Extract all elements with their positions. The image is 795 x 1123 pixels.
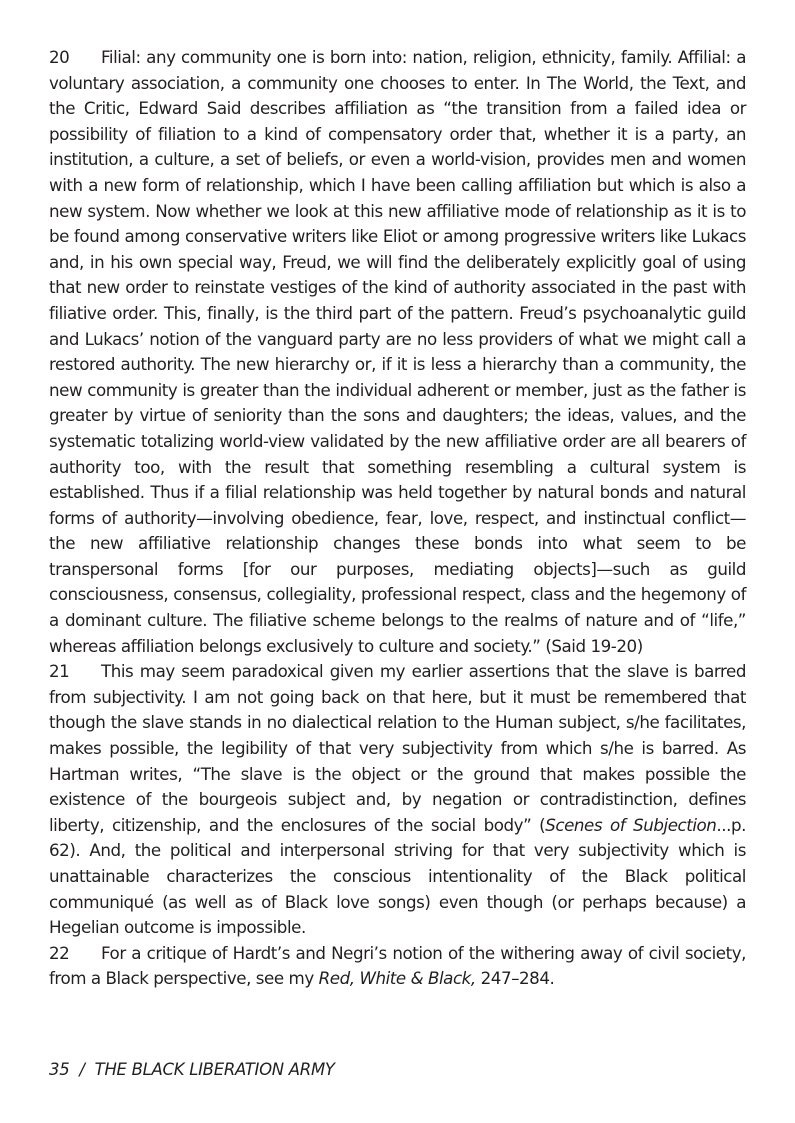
footnote-number: 20 xyxy=(49,47,70,67)
footnote-text: For a critique of Hardt’s and Negri’s notion of the withering away of civil society, from a Black perspective, see my xyxy=(49,942,746,989)
page-footer xyxy=(49,1060,335,1079)
footnote-text: 247–284. xyxy=(475,968,555,989)
footnote-text: ...p. 62). And, the political and interpersonal striving for that very subjectivity which is unattainable characterizes the conscious intentionality of the Black political communiqué (as well as of Black love songs) even though (or perhaps because) a Hegelian outcome is impossible. xyxy=(49,814,746,938)
footnotes-page xyxy=(49,45,746,992)
footnote-22 xyxy=(49,941,746,992)
footnote-text: Filial: any community one is born into: nation, religion, ethnicity, family. Affilial: a voluntary association, a community one chooses to enter. In The World, the Text, and the Critic, Edward Said describes affiliation as “the transition from a failed idea or possibility of filiation to a kind of compensatory order that, whether it is a party, an institution, a culture, a set of beliefs, or even a world-vision, provides men and women with a new form of relationship, which I have been calling affiliation but which is also a new system. Now whether we look at this new affiliative mode of relationship as it is to be found among conservative writers like Eliot or among progressive writers like Lukacs and, in his own special way, Freud, we will find the deliberately explicitly goal of using that new order to reinstate vestiges of the kind of authority associated in the past with filiative order. This, finally, is the third part of the pattern. Freud’s psychoanalytic guild and Lukacs’ notion of the vanguard party are no less providers of what we might call a restored authority. The new hierarchy or, if it is less a hierarchy than a community, the new community is greater than the individual adherent or member, just as the father is greater by virtue of seniority than the sons and daughters; the ideas, values, and the systematic totalizing world-view validated by the new affiliative order are all bearers of authority too, with the result that something resembling a cultural system is established. Thus if a filial relationship was held together by natural bonds and natural forms of authority—involving obedience, fear, love, respect, and instinctual conflict—the new affiliative relationship changes these bonds into what seem to be transpersonal forms [for our purposes, mediating objects]—such as guild consciousness, consensus, collegiality, professional respect, class and the hegemony of a dominant culture. The filiative scheme belongs to the realms of nature and of “life,” whereas affiliation belongs exclusively to culture and society.” (Said 19-20) xyxy=(49,47,746,656)
footnote-number: 22 xyxy=(49,942,70,963)
footnote-20 xyxy=(49,45,746,659)
running-title: THE BLACK LIBERATION ARMY xyxy=(94,1060,335,1079)
cited-title: Red, White & Black, xyxy=(318,968,476,989)
footnote-number: 21 xyxy=(49,661,70,682)
footnote-text: This may seem paradoxical given my earlier assertions that the slave is barred from subjectivity. I am not going back on that here, but it must be remembered that though the slave stands in no dialectical relation to the Human subject, s/he facilitates, makes possible, the legibility of that very subjectivity from which s/he is barred. As Hartman writes, “The slave is the object or the ground that makes possible the existence of the bourgeois subject and, by negation or contradistinction, defines liberty, citizenship, and the enclosures of the social body” ( xyxy=(49,661,746,835)
cited-title: Scenes of Subjection xyxy=(545,814,717,835)
page-number: 35 xyxy=(49,1060,70,1079)
footer-separator: / xyxy=(79,1060,85,1079)
footnote-21 xyxy=(49,659,746,941)
